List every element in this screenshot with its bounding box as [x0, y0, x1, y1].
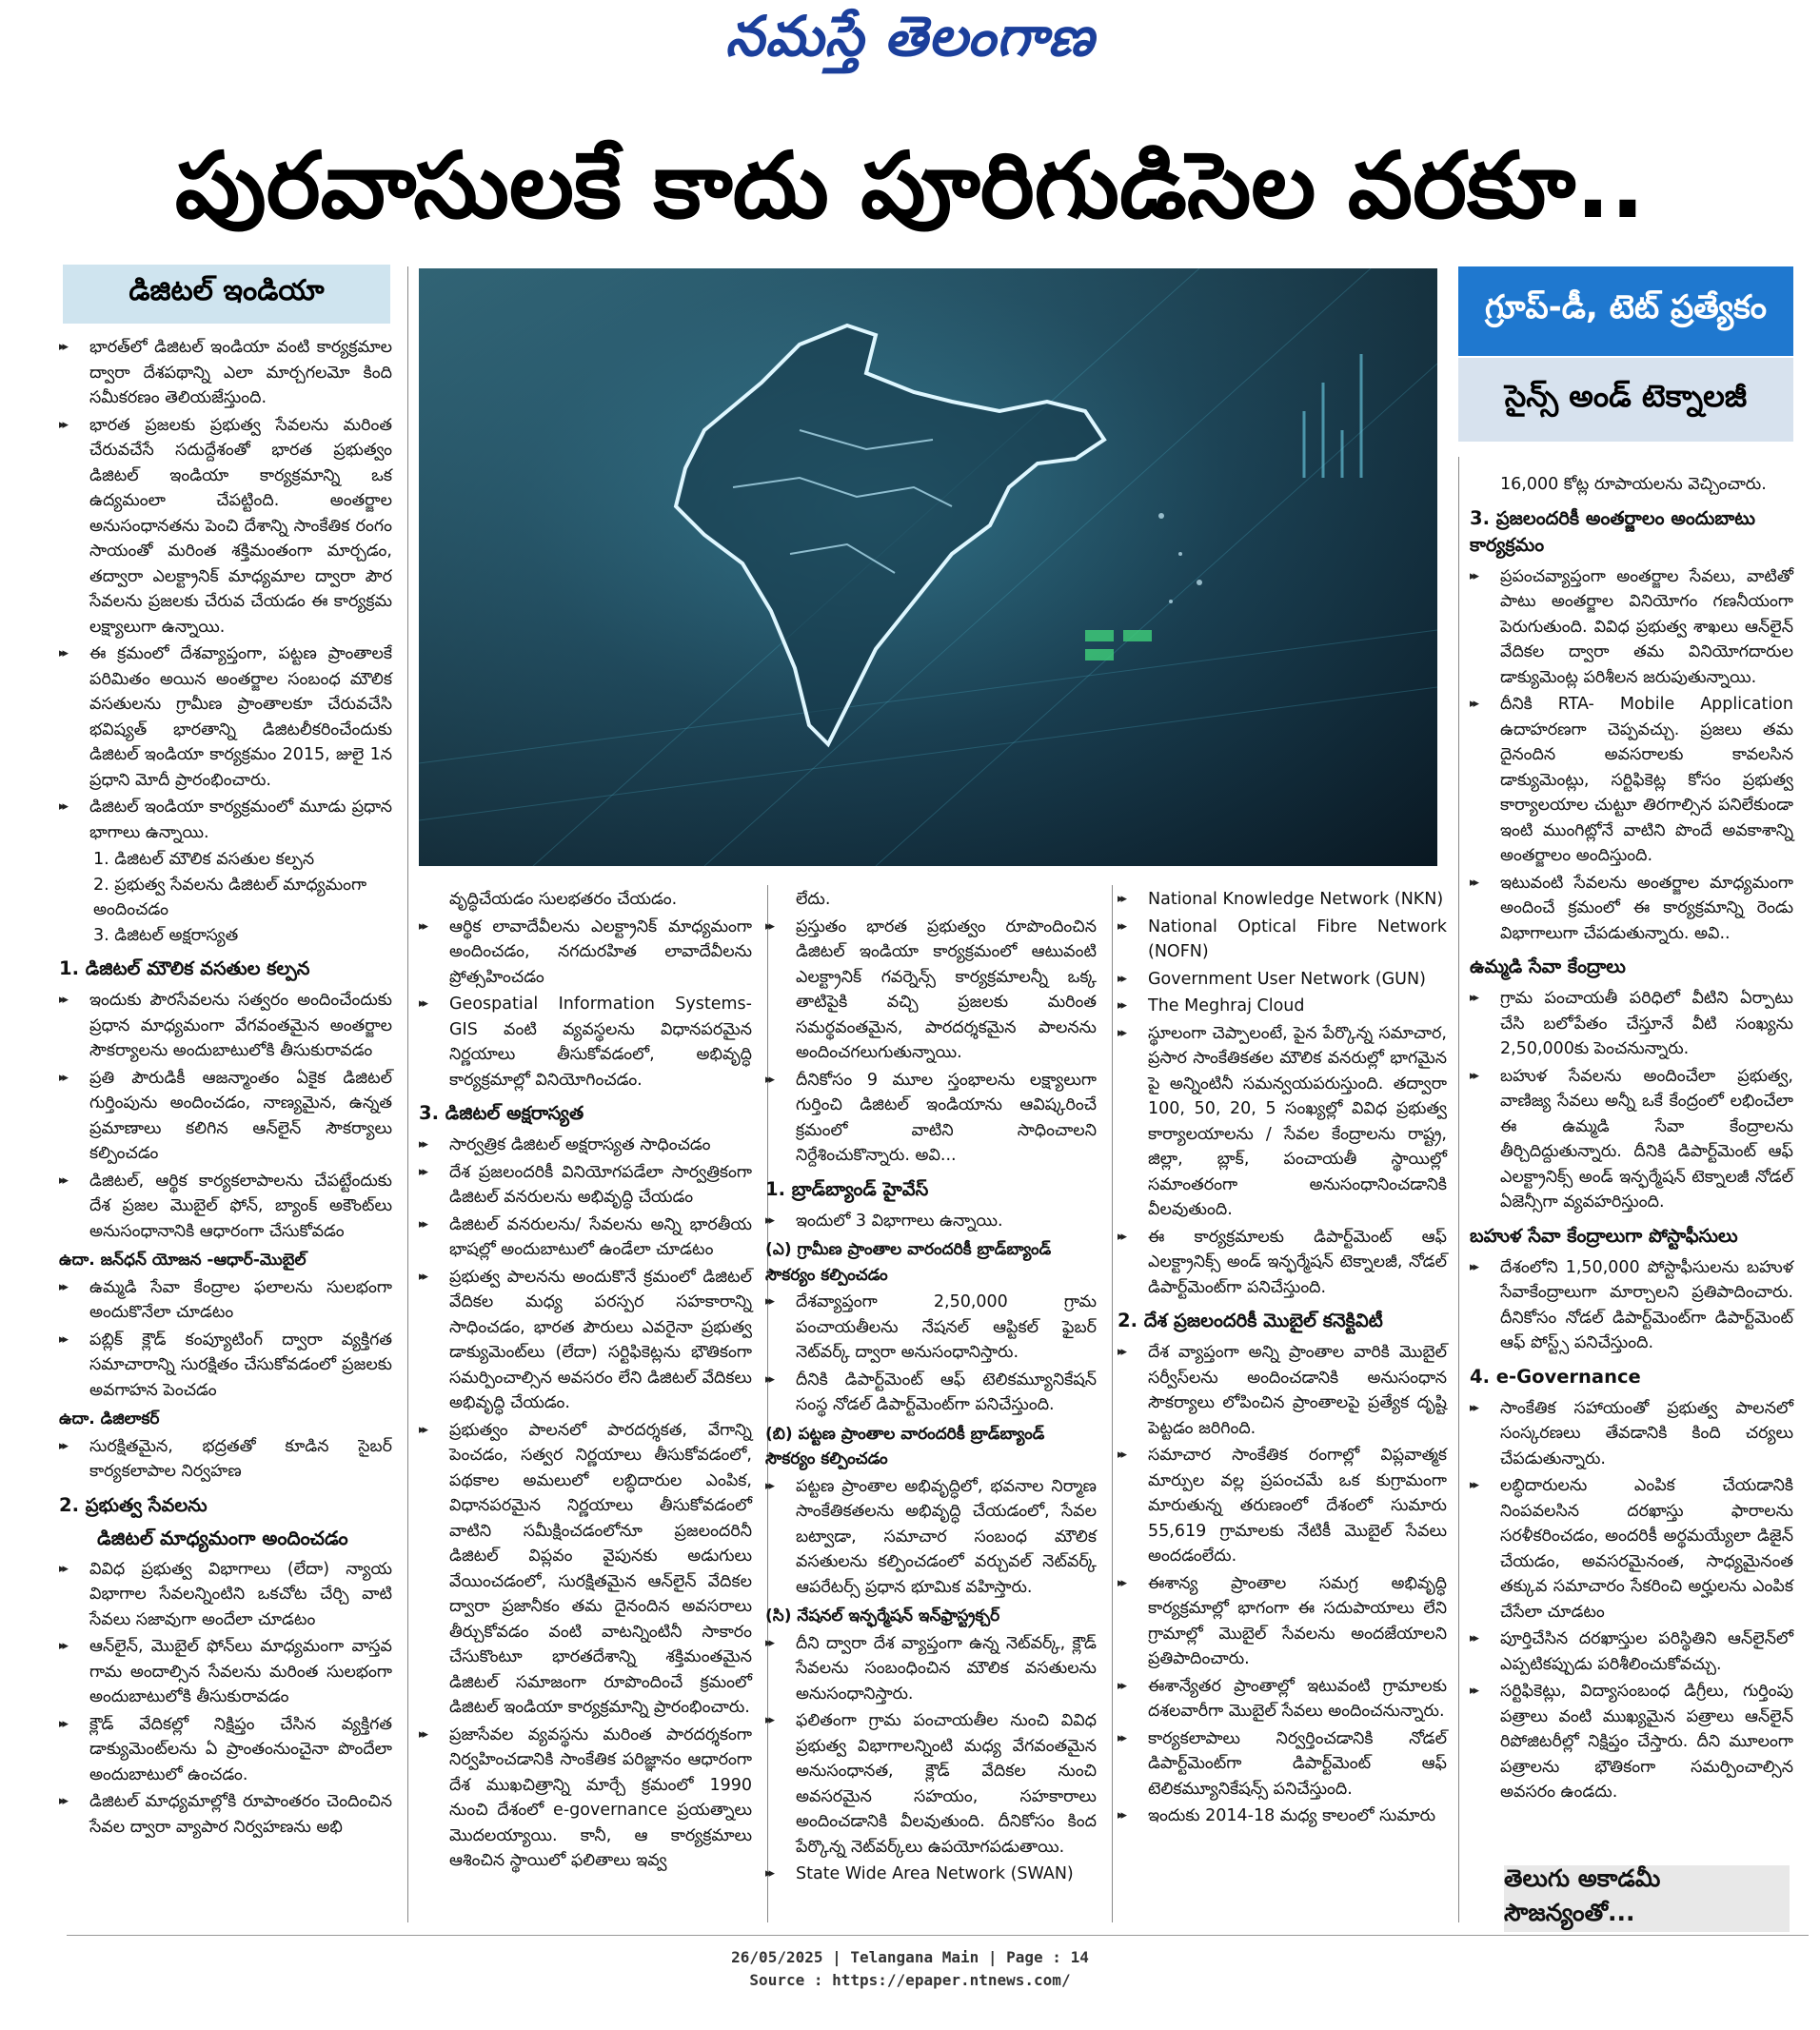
bullet: ▸▸ డిజిటల్ మాధ్యమాల్లోకి రూపాంతరం చెందించిన సేవల ద్వారా వ్యాపార నిర్వహణను అభి [59, 1789, 392, 1840]
bullet: ▸▸ ఇందులో 3 విభాగాలు ఉన్నాయి. [765, 1209, 1097, 1234]
footer-divider [67, 1935, 1809, 1936]
bullet: ▸▸ ప్రభుత్వం పాలనలో పారదర్శకత, వేగాన్ని పెంచడం, సత్వర నిర్ణయాలు తీసుకోవడంలో, పథకాల అమలులో లబ్ధిదారుల ఎంపిక, విధానపరమైన నిర్ణయాలు తీసుకోవడంలో వాటిని సమీక్షించడంలోనూ ప్రజలందరినీ డిజిటల్ విప్లవం వైపునకు అడుగులు వేయించడంలో, సురక్షితమైన ఆన్‌లైన్ వేదికల ద్వారా ప్రజానీకం తమ దైనందిన అవసరాలు తీర్చుకోవడం వంటి వాటన్నింటినీ సాకారం చేసుకొంటూ భారతదేశాన్ని శక్తిమంతమైన డిజిటల్ సమాజంగా రూపొందించే క్రమంలో డిజిటల్ ఇండియా కార్యక్రమాన్ని ప్రారంభించారు. [419, 1418, 752, 1721]
bullet: ▸▸ ఉమ్మడి సేవా కేంద్రాల ఫలాలను సులభంగా అందుకొనేలా చూడటం [59, 1275, 392, 1326]
bullet: ▸▸ పబ్లిక్ క్లౌడ్ కంప్యూటింగ్ ద్వారా వ్యక్తిగత సమాచారాన్ని సురక్షితం చేసుకోవడంలో ప్రజలకు అవగాహన పెంచడం [59, 1328, 392, 1404]
example-label: ఉదా. డిజిలాకర్ [59, 1409, 160, 1429]
bullet: ▸▸ దేశంలోని 1,50,000 పోస్టాఫీసులను బహుళ సేవాకేంద్రాలుగా మార్చాలని ప్రతిపాదించారు. దీనికోసం నోడల్ డిపార్ట్‌మెంట్‌గా డిపార్ట్‌మెంట్ ఆఫ్ పోస్ట్స్ పనిచేస్తుంది. [1470, 1255, 1793, 1356]
subsection-label: (సి) నేషనల్ ఇన్ఫర్మేషన్ ఇన్‌ఫ్రాస్ట్రక్చర్ [765, 1606, 1000, 1626]
subsection-label: (బి) పట్టణ ప్రాంతాల వారందరికీ బ్రాడ్‌బ్యాండ్ సౌకర్యం కల్పించడం [765, 1424, 1045, 1468]
subheading: డిజిటల్ మాధ్యమంగా అందించడం [97, 1526, 348, 1549]
example-label: ఉదా. జన్‌ధన్ యోజన -ఆధార్-మొబైల్ [59, 1251, 307, 1270]
continuation-text: 16,000 కోట్ల రూపాయలను వెచ్చించారు. [1500, 475, 1767, 494]
bullet: ▸▸ ఇందుకు పౌరసేవలను సత్వరం అందించేందుకు ప్రధాన మాధ్యమంగా వేగవంతమైన అంతర్జాల సౌకర్యాలను అందుబాటులోకి తీసుకురావడం [59, 988, 392, 1064]
column-1 [59, 335, 392, 1842]
bullet: ▸▸ లబ్ధిదారులను ఎంపిక చేయడానికి నింపవలసిన దరఖాస్తు ఫారాలను సరళీకరించడం, అందరికీ అర్థమయ్యేలా డిజైన్ చేయడం, అవసరమైనంత, సాధ్యమైనంత తక్కువ సమాచారం సేకరించి అర్హులను ఎంపిక చేసేలా చూడటం [1470, 1473, 1793, 1625]
bullet: ▸▸ ప్రస్తుతం భారత ప్రభుత్వం రూపొందించిన డిజిటల్ ఇండియా కార్యక్రమంలో ఆటువంటి ఎలక్ట్రానిక్ గవర్నెన్స్ కార్యక్రమాలన్నీ ఒక్క తాటిపైకి వచ్చి ప్రజలకు మరింత సమర్థవంతమైన, పారదర్శకమైన పాలనను అందించగలుగుతున్నాయి. [765, 915, 1097, 1066]
column-5 [1470, 472, 1793, 1807]
bullet: ▸▸ ఈశాన్యేతర ప్రాంతాల్లో ఇటువంటి గ్రామాలకు దశలవారీగా మొబైల్ సేవలు అందించనున్నారు. [1118, 1674, 1447, 1725]
bullet: ▸▸ దేశ వ్యాప్తంగా అన్ని ప్రాంతాల వారికి మొబైల్ సర్వీస్‌లను అందించడానికి అనుసంధాన సౌకర్యాలు లోపించిన ప్రాంతాలపై ప్రత్యేక దృష్టి పెట్టడం జరిగింది. [1118, 1340, 1447, 1441]
bullet: ▸▸ The Meghraj Cloud [1118, 994, 1447, 1019]
continuation-text: లేదు. [796, 890, 831, 909]
bullet: ▸▸ దేశవ్యాప్తంగా 2,50,000 గ్రామ పంచాయతీలను నేషనల్ ఆప్టికల్ ఫైబర్ నెట్‌వర్క్ ద్వారా అనుసంధానిస్తారు. [765, 1290, 1097, 1366]
section-label: డిజిటల్ ఇండియా [63, 265, 390, 324]
bullet: ▸▸ ఈ కార్యక్రమాలకు డిపార్ట్‌మెంట్ ఆఫ్ ఎలక్ట్రానిక్స్ అండ్ ఇన్ఫర్మేషన్ టెక్నాలజీ, నోడల్ డిపార్ట్‌మెంట్‌గా పనిచేస్తుంది. [1118, 1225, 1447, 1301]
subheading: ఉమ్మడి సేవా కేంద్రాలు [1470, 956, 1626, 977]
bullet: ▸▸ ఈ క్రమంలో దేశవ్యాప్తంగా, పట్టణ ప్రాంతాలకే పరిమితం అయిన అంతర్జాల సంబంధ మౌలిక వసతులను గ్రామీణ ప్రాంతాలకూ చేరువచేసి భవిష్యత్ భారతాన్ని డిజిటలీకరించేందుకు డిజిటల్ ఇండియా కార్యక్రమం 2015, జులై 1న ప్రధాని మోదీ ప్రారంభించారు. [59, 641, 392, 793]
bullet: ▸▸ వివిధ ప్రభుత్వ విభాగాలు (లేదా) న్యాయ విభాగాల సేవలన్నింటిని ఒకచోట చేర్చి వాటి సేవలు సజావుగా అందేలా చూడటం [59, 1557, 392, 1633]
bullet: ▸▸ ఆన్‌లైన్, మొబైల్ ఫోన్‌లు మాధ్యమంగా వాస్తవ గామ అందాల్సిన సేవలను మరింత సులభంగా అందుబాటులోకి తీసుకురావడం [59, 1634, 392, 1710]
bullet: ▸▸ National Knowledge Network (NKN) [1118, 887, 1447, 913]
bullet: ▸▸ ఫలితంగా గ్రామ పంచాయతీల నుంచి వివిధ ప్రభుత్వ విభాగాలన్నింటి మధ్య వేగవంతమైన అనుసంధానత, క్లౌడ్ వేదికల నుంచి అవసరమైన సహయం, సహకారాలు అందించడానికి వీలవుతుంది. దీనికోసం కింద పేర్కొన్న నెట్‌వర్క్‌లు ఉపయోగపడుతాయి. [765, 1708, 1097, 1860]
bullet: ▸▸ కార్యకలాపాలు నిర్వర్తించడానికి నోడల్ డిపార్ట్‌మెంట్‌గా డిపార్ట్‌మెంట్ ఆఫ్ టెలికమ్యూనికేషన్స్ పనిచేస్తుంది. [1118, 1726, 1447, 1803]
bullet: ▸▸ దీనికి RTA- Mobile Application ఉదాహరణగా చెప్పవచ్చు. ప్రజలు తమ దైనందిన అవసరాలకు కావలసిన డాక్యుమెంట్లు, సర్టిఫికెట్ల కోసం ప్రభుత్వ కార్యాలయాల చుట్టూ తిరగాల్సిన పనిలేకుండా ఇంటి ముంగిట్లోనే వాటిని పొందే అవకాశాన్ని అంతర్జాలం అందిస్తుంది. [1470, 692, 1793, 869]
india-map-image [419, 268, 1437, 866]
bullet: ▸▸ ప్రభుత్వ పాలనను అందుకొనే క్రమంలో డిజిటల్ వేదికల మధ్య పరస్పర సహకారాన్ని సాధించడం, భారత పౌరులు ఎవరైనా ప్రభుత్వ డాక్యుమెంట్‌లు (లేదా) సర్టిఫికెట్లను భౌతికంగా సమర్పించాల్సిన అవసరం లేని డిజిటల్ వేదికలు అభివృద్ధి చేయడం. [419, 1265, 752, 1416]
subheading: బహుళ సేవా కేంద్రాలుగా పోస్టాఫీసులు [1470, 1224, 1738, 1247]
credit-box: తెలుగు అకాడమీ సౌజన్యంతో... [1504, 1865, 1790, 1932]
bullet: ▸▸ గ్రామ పంచాయతీ పరిధిలో వీటిని ఏర్పాటు చేసి బలోపేతం చేస్తూనే వీటి సంఖ్యను 2,50,000కు పెంచనున్నారు. [1470, 986, 1793, 1062]
bullet: ▸▸ ప్రతి పౌరుడికీ ఆజన్మాంతం ఏకైక డిజిటల్ గుర్తింపును అందించడం, నాణ్యమైన, ఉన్నత ప్రమాణాలు కలిగిన ఆన్‌లైన్ సౌకర్యాలు కల్పించడం [59, 1066, 392, 1167]
bullet: ▸▸ ఇందుకు 2014-18 మధ్య కాలంలో సుమారు [1118, 1803, 1447, 1829]
bullet: ▸▸ దీని ద్వారా దేశ వ్యాప్తంగా ఉన్న నెట్‌వర్క్, క్లౌడ్ సేవలను సంబంధించిన మౌలిక వసతులను అనుసంధానిస్తారు. [765, 1631, 1097, 1707]
footer-source-line: Source : https://epaper.ntnews.com/ [749, 1971, 1071, 1989]
subheading: 2. ప్రభుత్వ సేవలను [59, 1493, 208, 1516]
part-item: 1. డిజిటల్ మౌలిక వసతుల కల్పన [93, 850, 315, 869]
bullet: ▸▸ డిజిటల్ వనరులను/ సేవలను అన్ని భారతీయ భాషల్లో అందుబాటులో ఉండేలా చూడటం [419, 1212, 752, 1263]
bullet: ▸▸ Government User Network (GUN) [1118, 967, 1447, 993]
masthead-logo: నమస్తే తెలంగాణ [725, 4, 1095, 69]
column-divider [1112, 885, 1113, 1922]
part-item: 3. డిజిటల్ అక్షరాస్యత [93, 925, 239, 945]
bullet: ▸▸ దీనికోసం 9 మూల స్తంభాలను లక్ష్యాలుగా గుర్తించి డిజిటల్ ఇండియాను ఆవిష్కరించే క్రమంలో వాటిని సాధించాలని నిర్దేశించుకొన్నారు. అవి... [765, 1068, 1097, 1169]
subheading: 1. డిజిటల్ మౌలిక వసతుల కల్పన [59, 957, 310, 979]
footer [0, 1946, 1820, 1992]
column-4 [1118, 887, 1447, 1831]
bullet: ▸▸ ప్రజాసేవల వ్యవస్థను మరింత పారదర్శకంగా నిర్వహించడానికి సాంకేతిక పరిజ్ఞానం ఆధారంగా దేశ ముఖచిత్రాన్ని మార్చే క్రమంలో 1990 నుంచి దేశంలో e-governance ప్రయత్నాలు మొదలయ్యాయి. కానీ, ఆ కార్యక్రమాలు ఆశించిన స్థాయిలో ఫలితాలు ఇవ్వ [419, 1723, 752, 1874]
bullet: ▸▸ బహుళ సేవలను అందించేలా ప్రభుత్వ, వాణిజ్య సేవలు అన్నీ ఒకే కేంద్రంలో లభించేలా ఈ ఉమ్మడి సేవా కేంద్రాలను తీర్చిదిద్దుతున్నారు. దీనికి డిపార్ట్‌మెంట్ ఆఫ్ ఎలక్ట్రానిక్స్ అండ్ ఇన్ఫర్మేషన్ టెక్నాలజీ నోడల్ ఏజెన్సీగా వ్యవహరిస్తుంది. [1470, 1064, 1793, 1215]
bullet: ▸▸ State Wide Area Network (SWAN) [765, 1862, 1097, 1887]
subheading: 3. ప్రజలందరికీ అంతర్జాలం అందుబాటు కార్యక్రమం [1470, 506, 1756, 556]
bullet: ▸▸ దేశ ప్రజలందరికీ వినియోగపడేలా సార్వత్రికంగా డిజిటల్ వనరులను అభివృద్ధి చేయడం [419, 1160, 752, 1211]
bullet: ▸▸ ప్రపంచవ్యాప్తంగా అంతర్జాల సేవలు, వాటితో పాటు అంతర్జాల వినియోగం గణనీయంగా పెరుగుతుంది. వివిధ ప్రభుత్వ శాఖలు ఆన్‌లైన్ వేదికల ద్వారా తమ వినియోగదారుల డాక్యుమెంట్ల పరిశీలన జరుపుతున్నాయి. [1470, 564, 1793, 691]
headline: పురవాసులకే కాదు పూరిగుడిసెల వరకూ.. [174, 132, 1646, 239]
bullet: ▸▸ పూర్తిచేసిన దరఖాస్తుల పరిస్థితిని ఆన్‌లైన్‌లో ఎప్పటికప్పుడు పరిశీలించుకోవచ్చు. [1470, 1626, 1793, 1677]
bullet: ▸▸ క్లౌడ్ వేదికల్లో నిక్షిప్తం చేసిన వ్యక్తిగత డాక్యుమెంట్‌లను ఏ ప్రాంతంనుంచైనా పొందేలా అందుబాటులో ఉంచడం. [59, 1712, 392, 1788]
bullet: ▸▸ భారత్‌లో డిజిటల్ ఇండియా వంటి కార్యక్రమాల ద్వారా దేశపథాన్ని ఎలా మార్చగలమో కింది సమీకరణం తెలియజేస్తుంది. [59, 335, 392, 411]
bullet: ▸▸ ఇటువంటి సేవలను అంతర్జాల మాధ్యమంగా అందించే క్రమంలో ఈ కార్యక్రమాన్ని రెండు విభాగాలుగా చేపడుతున్నారు. అవి.. [1470, 871, 1793, 947]
bullet: ▸▸ ఈశాన్య ప్రాంతాల సమగ్ర అభివృద్ధి కార్యక్రమాల్లో భాగంగా ఈ సదుపాయాలు లేని గ్రామాల్లో మొబైల్ సేవలను అందజేయాలని ప్రతిపాదించారు. [1118, 1571, 1447, 1672]
subheading: 3. డిజిటల్ అక్షరాస్యత [419, 1102, 584, 1124]
bullet: ▸▸ భారత ప్రజలకు ప్రభుత్వ సేవలను మరింత చేరువచేసే సదుద్దేశంతో భారత ప్రభుత్వం డిజిటల్ ఇండియా కార్యక్రమాన్ని ఒక ఉద్యమంలా చేపట్టింది. అంతర్జాల అనుసంధానతను పెంచి దేశాన్ని సాంకేతిక రంగం సాయంతో మరింత శక్తిమంతంగా మార్చడం, తద్వారా ఎలక్ట్రానిక్ మాధ్యమాల ద్వారా పౌర సేవలను ప్రజలకు చేరువ చేయడం ఈ కార్యక్రమ లక్ష్యాలుగా ఉన్నాయి. [59, 413, 392, 641]
bullet: ▸▸ National Optical Fibre Network (NOFN) [1118, 915, 1447, 965]
column-2 [419, 887, 752, 1876]
part-item: 2. ప్రభుత్వ సేవలను డిజిటల్ మాధ్యమంగా అందించడం [93, 875, 367, 919]
bullet: ▸▸ సమాచార సాంకేతిక రంగాల్లో విప్లవాత్మక మార్పుల వల్ల ప్రపంచమే ఒక కుగ్రామంగా మారుతున్న తరుణంలో దేశంలో సుమారు 55,619 గ్రామాలకు నేటికీ మొబైల్ సేవలు అందడంలేదు. [1118, 1443, 1447, 1569]
bullet: ▸▸ డిజిటల్, ఆర్థిక కార్యకలాపాలను చేపట్టేందుకు దేశ ప్రజల మొబైల్ ఫోన్, బ్యాంక్ అకౌంట్‌లు అనుసంధానానికి ఆధారంగా చేసుకోవడం [59, 1169, 392, 1245]
subheading: 2. దేశ ప్రజలందరికీ మొబైల్ కనెక్టివిటీ [1118, 1310, 1383, 1331]
subsection-label: (ఎ) గ్రామీణ ప్రాంతాల వారందరికీ బ్రాడ్‌బ్యాండ్ సౌకర్యం కల్పించడం [765, 1240, 1052, 1285]
column-divider [1458, 457, 1459, 1922]
continuation-text: వృద్ధిచేయడం సులభతరం చేయడం. [449, 890, 678, 909]
badge-top-label: గ్రూప్-డీ, టెట్ ప్రత్యేకం [1458, 266, 1793, 356]
bullet: ▸▸ పట్టణ ప్రాంతాల అభివృద్ధిలో, భవనాల నిర్మాణ సాంకేతికతలను అభివృద్ధి చేయడంలో, సేవల బట్వాడా, సమాచార సంబంధ మౌలిక వసతులను కల్పించడంలో వర్చువల్ నెట్‌వర్క్ ఆపరేటర్స్ ప్రధాన భూమిక వహిస్తారు. [765, 1474, 1097, 1601]
badge-bottom-label: సైన్స్ అండ్ టెక్నాలజీ [1458, 358, 1793, 442]
bullet: ▸▸ ఆర్థిక లావాదేవీలను ఎలక్ట్రానిక్ మాధ్యమంగా అందించడం, నగదురహిత లావాదేవీలను ప్రోత్సహించడం [419, 915, 752, 991]
subheading: 4. e-Governance [1470, 1365, 1641, 1388]
exam-badge [1458, 266, 1793, 442]
bullet: ▸▸ సురక్షితమైన, భద్రతతో కూడిన సైబర్ కార్యకలాపాల నిర్వహణ [59, 1434, 392, 1485]
column-3 [765, 887, 1097, 1889]
bullet: ▸▸ Geospatial Information Systems- GIS వంటి వ్యవస్థలను విధానపరమైన నిర్ణయాలు తీసుకోవడంలో, అభివృద్ధి కార్యక్రమాల్లో వినియోగించడం. [419, 992, 752, 1093]
bullet: ▸▸ డిజిటల్ ఇండియా కార్యక్రమంలో మూడు ప్రధాన భాగాలు ఉన్నాయి. [59, 795, 392, 845]
bullet: ▸▸ సర్టిఫికెట్లు, విద్యాసంబంధ డిగ్రీలు, గుర్తింపు పత్రాలు వంటి ముఖ్యమైన పత్రాలు ఆన్‌లైన్ రిపోజిటరీల్లో నిక్షిప్తం చేస్తారు. దీని మూలంగా పత్రాలను భౌతికంగా సమర్పించాల్సిన అవసరం ఉండదు. [1470, 1679, 1793, 1805]
bullet: ▸▸ దీనికి డిపార్ట్‌మెంట్ ఆఫ్ టెలికమ్యూనికేషన్ సంస్థ నోడల్ డిపార్ట్‌మెంట్‌గా పనిచేస్తుంది. [765, 1368, 1097, 1418]
bullet: ▸▸ సాంకేతిక సహాయంతో ప్రభుత్వ పాలనలో సంస్కరణలు తేవడానికి కింది చర్యలు చేపడుతున్నారు. [1470, 1396, 1793, 1472]
column-divider [407, 266, 408, 1922]
footer-date-line: 26/05/2025 | Telangana Main | Page : 14 [731, 1948, 1089, 1966]
bullet: ▸▸ సార్వత్రిక డిజిటల్ అక్షరాస్యత సాధించడం [419, 1133, 752, 1158]
subheading: 1. బ్రాడ్‌బ్యాండ్ హైవేస్ [765, 1177, 929, 1200]
bullet: ▸▸ స్థూలంగా చెప్పాలంటే, పైన పేర్కొన్న సమాచార, ప్రసార సాంకేతికతల మౌలిక వనరుల్లో భాగమైన పై అన్నింటినీ సమన్వయపరుస్తుంది. తద్వారా 100, 50, 20, 5 సంఖ్యల్లో వివిధ ప్రభుత్వ కార్యాలయాలను / సేవల కేంద్రాలను రాష్ట్ర, జిల్లా, బ్లాక్, పంచాయతీ స్థాయిల్లో సమాంతరంగా అనుసంధానించడానికి వీలవుతుంది. [1118, 1021, 1447, 1223]
